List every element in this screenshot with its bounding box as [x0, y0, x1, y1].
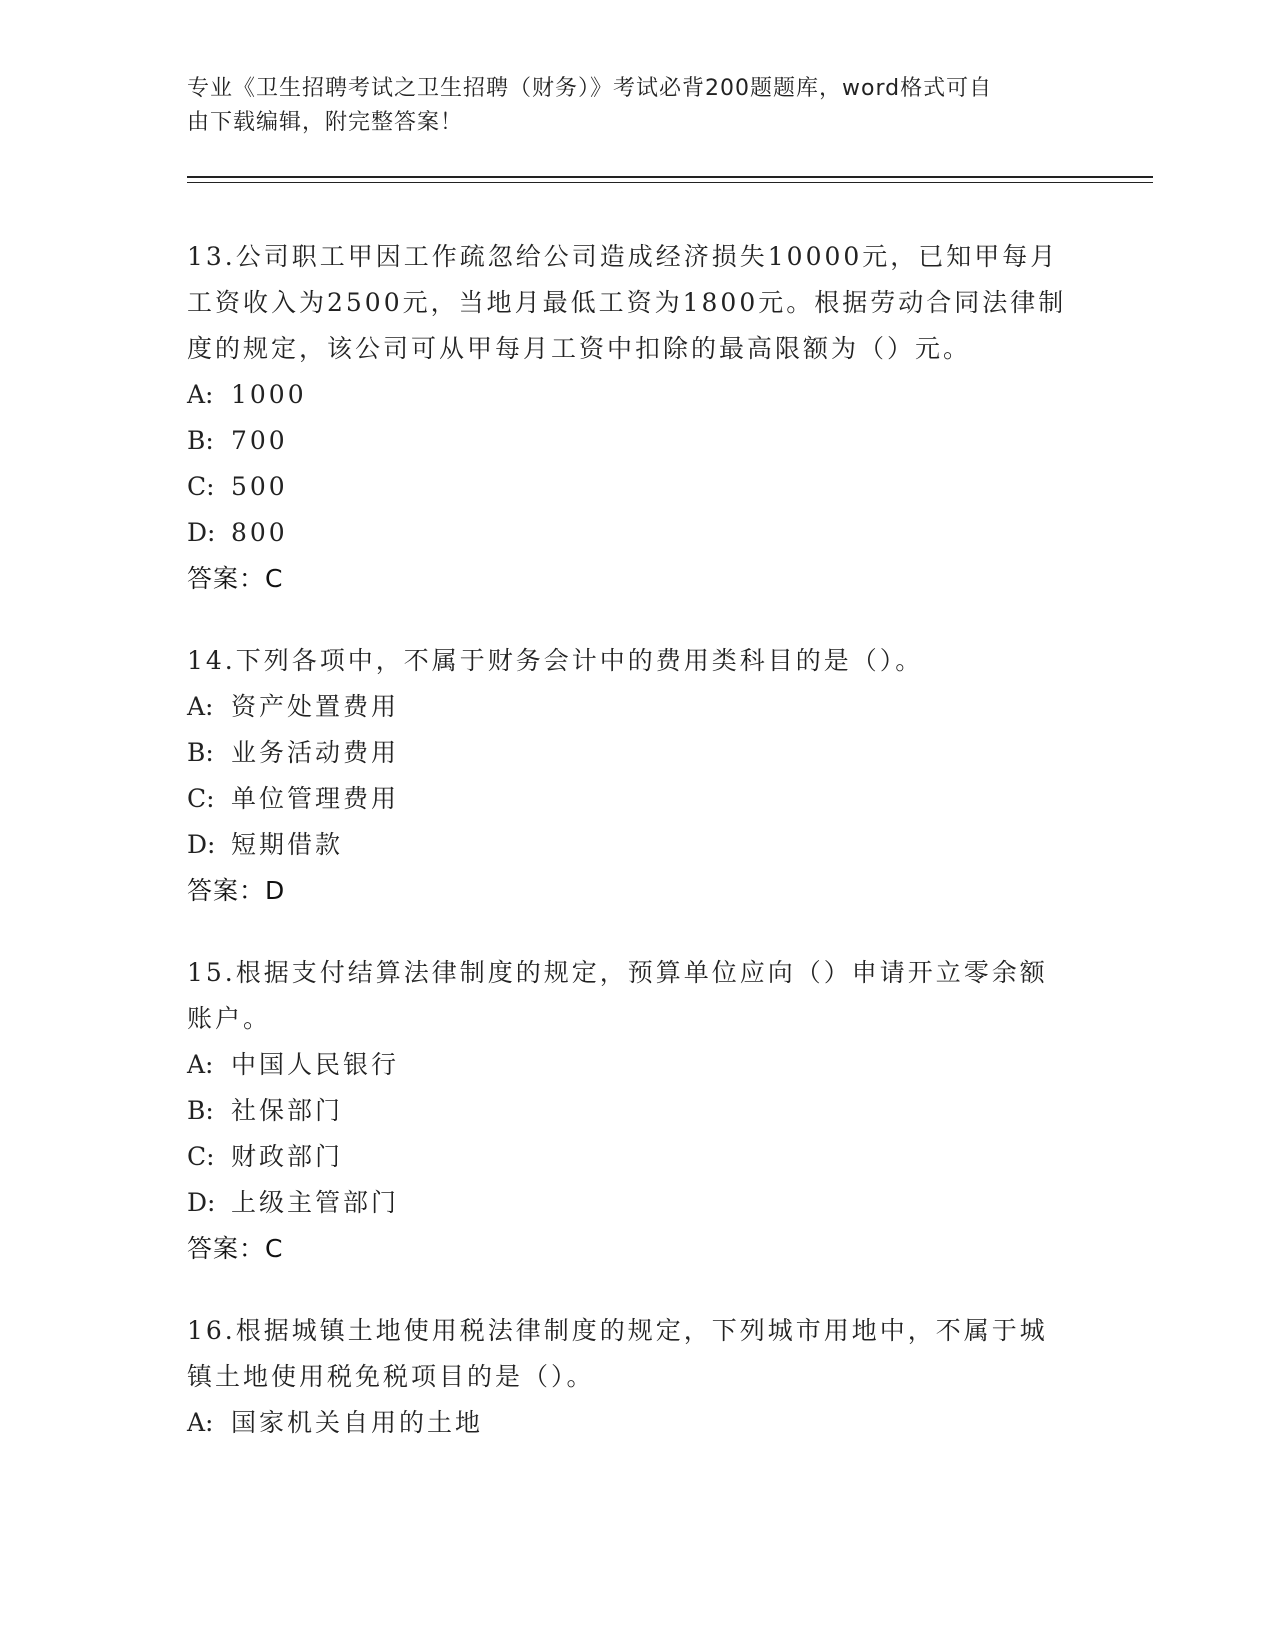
option-text: 800: [231, 518, 288, 547]
answer-line: 答案：D: [187, 876, 286, 905]
question-list: [187, 234, 1087, 1482]
option-d: [187, 510, 1087, 556]
option-d: [187, 1180, 1087, 1226]
header-title-line-1: 专业《卫生招聘考试之卫生招聘（财务）》考试必背200题题库，word格式可自: [187, 76, 993, 101]
option-key: C:: [187, 472, 215, 501]
option-key: B:: [187, 738, 214, 767]
option-text: 国家机关自用的土地: [231, 1408, 484, 1437]
option-text: 1000: [231, 380, 307, 409]
option-text: 700: [231, 426, 288, 455]
option-text: 单位管理费用: [231, 784, 400, 813]
option-key: D:: [187, 1188, 216, 1217]
question-stem: 16.根据城镇土地使用税法律制度的规定，下列城市用地中，不属于城镇土地使用税免税项目的是（）。: [187, 1316, 1048, 1391]
option-text: 500: [231, 472, 288, 501]
option-key: C:: [187, 1142, 215, 1171]
answer-line: 答案：C: [187, 564, 284, 593]
option-c: [187, 464, 1087, 510]
option-key: A:: [187, 692, 214, 721]
option-key: A:: [187, 1050, 214, 1079]
option-text: 社保部门: [231, 1096, 344, 1125]
question-13: [187, 234, 1087, 602]
question-14: [187, 638, 1087, 914]
option-key: D:: [187, 518, 216, 547]
option-key: B:: [187, 1096, 214, 1125]
option-text: 短期借款: [231, 830, 344, 859]
question-stem: 14.下列各项中，不属于财务会计中的费用类科目的是（）。: [187, 646, 924, 675]
option-key: D:: [187, 830, 216, 859]
option-a: [187, 1400, 1087, 1446]
question-stem: 15.根据支付结算法律制度的规定，预算单位应向（）申请开立零余额账户。: [187, 958, 1048, 1033]
option-text: 业务活动费用: [231, 738, 400, 767]
option-text: 财政部门: [231, 1142, 344, 1171]
header-divider-thick: [187, 176, 1153, 178]
header-divider-thin: [187, 182, 1153, 183]
header-title-line-2: 由下载编辑，附完整答案！: [187, 110, 464, 135]
option-b: [187, 418, 1087, 464]
option-a: [187, 684, 1087, 730]
option-b: [187, 730, 1087, 776]
option-c: [187, 776, 1087, 822]
option-text: 资产处置费用: [231, 692, 400, 721]
option-d: [187, 822, 1087, 868]
question-stem: 13.公司职工甲因工作疏忽给公司造成经济损失10000元，已知甲每月工资收入为2500元，当地月最低工资为1800元。根据劳动合同法律制度的规定，该公司可从甲每月工资中扣除的最高限额为（）元。: [187, 242, 1067, 363]
question-16: [187, 1308, 1087, 1446]
option-key: C:: [187, 784, 215, 813]
option-key: A:: [187, 1408, 214, 1437]
option-b: [187, 1088, 1087, 1134]
option-key: B:: [187, 426, 214, 455]
option-c: [187, 1134, 1087, 1180]
option-text: 上级主管部门: [231, 1188, 400, 1217]
answer-line: 答案：C: [187, 1234, 284, 1263]
question-15: [187, 950, 1087, 1272]
option-key: A:: [187, 380, 214, 409]
option-a: [187, 372, 1087, 418]
document-header: [187, 72, 1067, 140]
option-text: 中国人民银行: [231, 1050, 400, 1079]
option-a: [187, 1042, 1087, 1088]
